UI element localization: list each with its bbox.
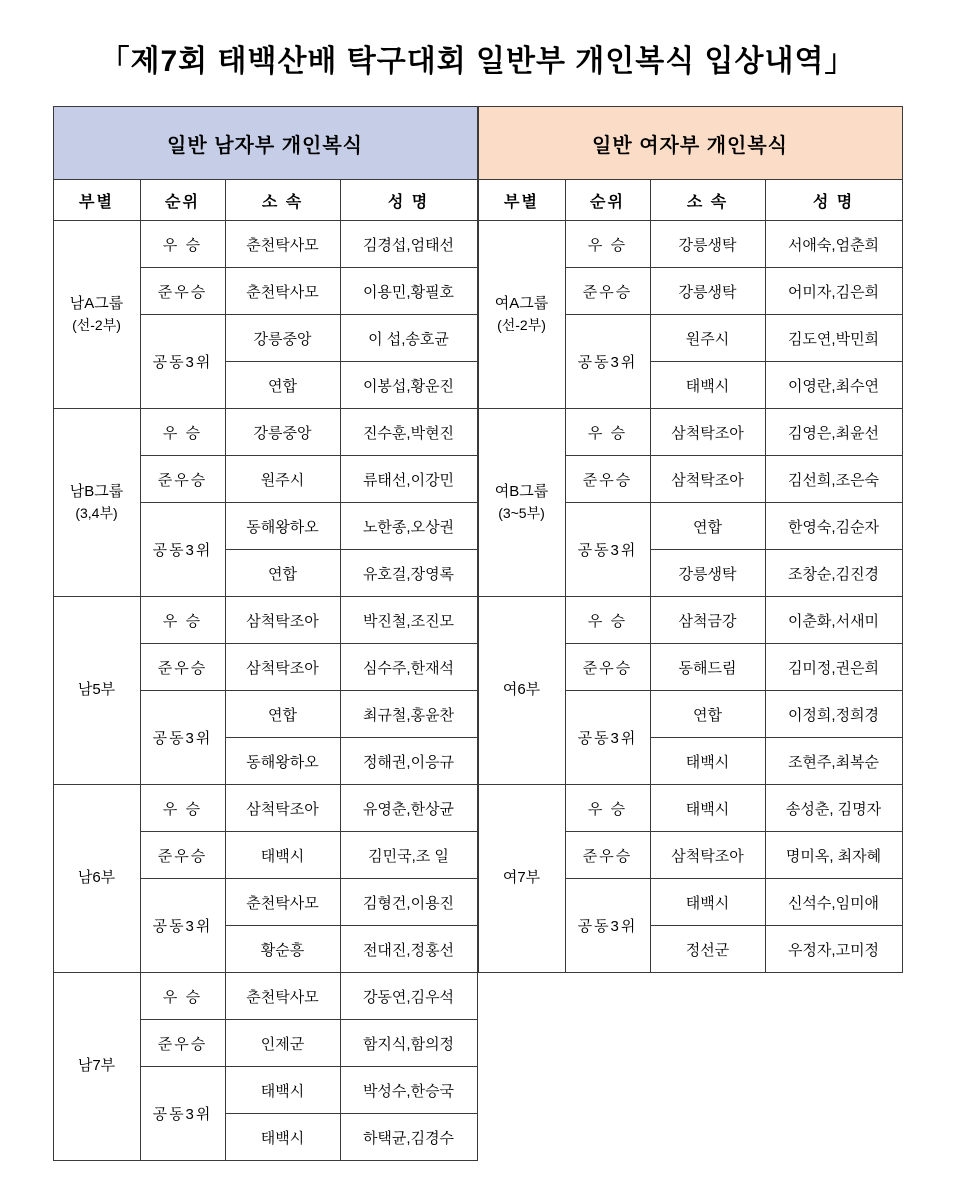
rank-cell: 준우승: [140, 456, 225, 503]
names-cell: 박진철,조진모: [340, 597, 477, 644]
names-cell: 김선희,조은숙: [765, 456, 902, 503]
team-cell: 정선군: [650, 926, 765, 973]
names-cell: 이봉섭,황운진: [340, 362, 477, 409]
team-cell: 삼척탁조아: [650, 456, 765, 503]
rank-cell: 준우승: [565, 268, 650, 315]
names-cell: 이정희,정희경: [765, 691, 902, 738]
group-label-cell: [478, 597, 565, 785]
table-row: [53, 409, 477, 456]
rank-cell: 공동3위: [140, 1067, 225, 1161]
group-label-cell: [478, 221, 565, 409]
names-cell: 강동연,김우석: [340, 973, 477, 1020]
rank-cell: 공동3위: [565, 691, 650, 785]
names-cell: 유영춘,한상균: [340, 785, 477, 832]
rank-cell: 준우승: [565, 456, 650, 503]
names-cell: 송성춘, 김명자: [765, 785, 902, 832]
group-label-cell: [478, 785, 565, 973]
rank-cell: 공동3위: [140, 879, 225, 973]
group-name: 여6부: [502, 681, 541, 699]
names-cell: 조현주,최복순: [765, 738, 902, 785]
team-cell: 삼척탁조아: [225, 785, 340, 832]
mens-column-header-row: [53, 180, 477, 221]
group-name: 여B그룹: [494, 482, 549, 500]
table-row: [478, 785, 902, 832]
names-cell: 진수훈,박현진: [340, 409, 477, 456]
names-cell: 류태선,이강민: [340, 456, 477, 503]
names-cell: 이용민,황필호: [340, 268, 477, 315]
rank-cell: 우 승: [140, 409, 225, 456]
names-cell: 하택균,김경수: [340, 1114, 477, 1161]
womens-results-table: [478, 106, 903, 1157]
team-cell: 강릉중앙: [225, 409, 340, 456]
names-cell: 이영란,최수연: [765, 362, 902, 409]
rank-cell: 우 승: [140, 221, 225, 268]
team-cell: 춘천탁사모: [225, 221, 340, 268]
results-tables: [0, 106, 955, 1161]
names-cell: 최규철,홍윤찬: [340, 691, 477, 738]
group-name: 여7부: [502, 869, 541, 887]
names-cell: 서애숙,엄춘희: [765, 221, 902, 268]
spacer-row: [478, 973, 902, 1158]
names-cell: 김형건,이용진: [340, 879, 477, 926]
group-label-cell: [53, 785, 140, 973]
rank-cell: 우 승: [565, 221, 650, 268]
names-cell: 이춘화,서새미: [765, 597, 902, 644]
team-cell: 연합: [225, 362, 340, 409]
team-cell: 연합: [650, 691, 765, 738]
team-cell: 태백시: [225, 832, 340, 879]
table-row: [53, 597, 477, 644]
group-sub: (3~5부): [498, 505, 545, 522]
names-cell: 조창순,김진경: [765, 550, 902, 597]
team-cell: 태백시: [225, 1067, 340, 1114]
group-label-cell: [53, 973, 140, 1161]
rank-cell: 공동3위: [140, 691, 225, 785]
table-row: [53, 785, 477, 832]
rank-cell: 준우승: [140, 644, 225, 691]
mens-section-heading: 일반 남자부 개인복식: [53, 107, 477, 180]
spacer-cell: [478, 973, 902, 1158]
team-cell: 연합: [650, 503, 765, 550]
names-cell: 어미자,김은희: [765, 268, 902, 315]
team-cell: 강릉생탁: [650, 221, 765, 268]
rank-cell: 준우승: [140, 268, 225, 315]
team-cell: 태백시: [225, 1114, 340, 1161]
rank-cell: 우 승: [565, 597, 650, 644]
team-cell: 동해왕하오: [225, 738, 340, 785]
names-cell: 심수주,한재석: [340, 644, 477, 691]
group-label-cell: [53, 221, 140, 409]
names-cell: 김영은,최윤선: [765, 409, 902, 456]
mens-results-table: [53, 106, 478, 1161]
names-cell: 김미정,권은희: [765, 644, 902, 691]
group-name: 남B그룹: [69, 482, 124, 500]
names-cell: 김민국,조 일: [340, 832, 477, 879]
team-cell: 동해드림: [650, 644, 765, 691]
column-header-team: 소 속: [650, 180, 765, 221]
rank-cell: 우 승: [565, 785, 650, 832]
table-row: [478, 597, 902, 644]
team-cell: 강릉생탁: [650, 550, 765, 597]
group-sub: (3,4부): [75, 505, 118, 522]
team-cell: 삼척탁조아: [225, 597, 340, 644]
team-cell: 태백시: [650, 738, 765, 785]
team-cell: 인제군: [225, 1020, 340, 1067]
team-cell: 춘천탁사모: [225, 268, 340, 315]
team-cell: 황순흥: [225, 926, 340, 973]
table-row: [478, 409, 902, 456]
rank-cell: 준우승: [565, 644, 650, 691]
team-cell: 강릉중앙: [225, 315, 340, 362]
names-cell: 함지식,함의정: [340, 1020, 477, 1067]
group-label-cell: [53, 409, 140, 597]
rank-cell: 준우승: [565, 832, 650, 879]
group-name: 남5부: [77, 681, 116, 699]
column-header-division: 부별: [478, 180, 565, 221]
team-cell: 원주시: [650, 315, 765, 362]
group-name: 남A그룹: [69, 294, 124, 312]
group-label-cell: [53, 597, 140, 785]
rank-cell: 우 승: [140, 785, 225, 832]
rank-cell: 준우승: [140, 832, 225, 879]
team-cell: 연합: [225, 691, 340, 738]
team-cell: 삼척탁조아: [650, 832, 765, 879]
column-header-names: 성 명: [340, 180, 477, 221]
team-cell: 원주시: [225, 456, 340, 503]
group-name: 여A그룹: [494, 294, 549, 312]
rank-cell: 공동3위: [565, 315, 650, 409]
team-cell: 삼척금강: [650, 597, 765, 644]
names-cell: 박성수,한승국: [340, 1067, 477, 1114]
names-cell: 한영숙,김순자: [765, 503, 902, 550]
page-title: 「제7회 태백산배 탁구대회 일반부 개인복식 입상내역」: [99, 45, 856, 78]
team-cell: 태백시: [650, 879, 765, 926]
team-cell: 춘천탁사모: [225, 879, 340, 926]
names-cell: 신석수,임미애: [765, 879, 902, 926]
column-header-names: 성 명: [765, 180, 902, 221]
team-cell: 동해왕하오: [225, 503, 340, 550]
column-header-rank: 순위: [140, 180, 225, 221]
womens-column-header-row: [478, 180, 902, 221]
team-cell: 삼척탁조아: [650, 409, 765, 456]
group-name: 남7부: [77, 1057, 116, 1075]
team-cell: 춘천탁사모: [225, 973, 340, 1020]
group-sub: (선-2부): [497, 317, 546, 334]
rank-cell: 공동3위: [140, 503, 225, 597]
names-cell: 노한종,오상권: [340, 503, 477, 550]
names-cell: 김경섭,엄태선: [340, 221, 477, 268]
table-row: [53, 973, 477, 1020]
rank-cell: 우 승: [565, 409, 650, 456]
team-cell: 삼척탁조아: [225, 644, 340, 691]
table-row: [53, 221, 477, 268]
table-row: [478, 221, 902, 268]
rank-cell: 우 승: [140, 973, 225, 1020]
rank-cell: 우 승: [140, 597, 225, 644]
names-cell: 전대진,정홍선: [340, 926, 477, 973]
team-cell: 태백시: [650, 785, 765, 832]
rank-cell: 준우승: [140, 1020, 225, 1067]
team-cell: 연합: [225, 550, 340, 597]
rank-cell: 공동3위: [565, 503, 650, 597]
names-cell: 우정자,고미정: [765, 926, 902, 973]
column-header-division: 부별: [53, 180, 140, 221]
names-cell: 유호걸,장영록: [340, 550, 477, 597]
names-cell: 명미옥, 최자혜: [765, 832, 902, 879]
womens-section-heading: 일반 여자부 개인복식: [478, 107, 902, 180]
team-cell: 태백시: [650, 362, 765, 409]
column-header-team: 소 속: [225, 180, 340, 221]
rank-cell: 공동3위: [140, 315, 225, 409]
names-cell: 김도연,박민희: [765, 315, 902, 362]
names-cell: 이 섭,송호균: [340, 315, 477, 362]
names-cell: 정해권,이응규: [340, 738, 477, 785]
group-sub: (선-2부): [72, 317, 121, 334]
group-label-cell: [478, 409, 565, 597]
group-name: 남6부: [77, 869, 116, 887]
column-header-rank: 순위: [565, 180, 650, 221]
rank-cell: 공동3위: [565, 879, 650, 973]
team-cell: 강릉생탁: [650, 268, 765, 315]
